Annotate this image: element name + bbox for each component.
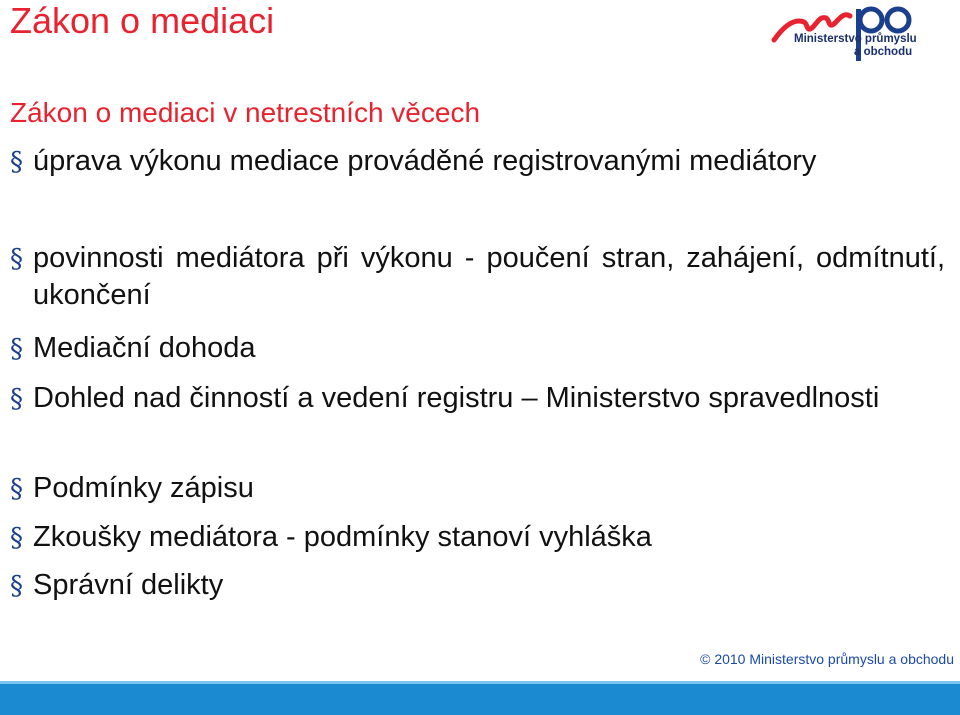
section-mark-icon: § — [10, 523, 23, 553]
logo-text — [794, 33, 917, 59]
list-item-text: Správní delikty — [33, 569, 224, 601]
list-item-text: povinnosti mediátora při výkonu - poučení stran, zahájení, odmítnutí, ukončení — [33, 242, 945, 311]
list-item-text: úprava výkonu mediace prováděné registrovanými mediátory — [33, 145, 817, 177]
list-item-text: Dohled nad činností a vedení registru – Ministerstvo spravedlnosti — [33, 382, 880, 414]
list-item — [10, 567, 945, 604]
list-item — [10, 519, 945, 556]
footer-bar — [0, 681, 960, 715]
list-item — [10, 380, 945, 417]
section-mark-icon: § — [10, 571, 23, 601]
section-mark-icon: § — [10, 147, 23, 177]
list-item-text: Mediační dohoda — [33, 332, 256, 364]
section-mark-icon: § — [10, 384, 23, 414]
list-item — [10, 143, 945, 180]
section-mark-icon: § — [10, 334, 23, 364]
list-item — [10, 470, 945, 507]
logo-line-2: a obchodu — [854, 46, 913, 58]
copyright-notice: © 2010 Ministerstvo průmyslu a obchodu — [700, 651, 954, 667]
section-mark-icon: § — [10, 474, 23, 504]
list-item-text: Zkoušky mediátora - podmínky stanoví vyhláška — [33, 521, 652, 553]
list-item — [10, 330, 945, 367]
footer-highlight-line — [0, 681, 960, 684]
section-mark-icon: § — [10, 244, 23, 274]
list-item-text: Podmínky zápisu — [33, 472, 254, 504]
logo-line-1: Ministerstvo průmyslu — [794, 33, 917, 45]
slide-title: Zákon o mediaci — [10, 0, 275, 41]
list-item — [10, 240, 945, 314]
slide-subtitle: Zákon o mediaci v netrestních věcech — [10, 97, 481, 128]
